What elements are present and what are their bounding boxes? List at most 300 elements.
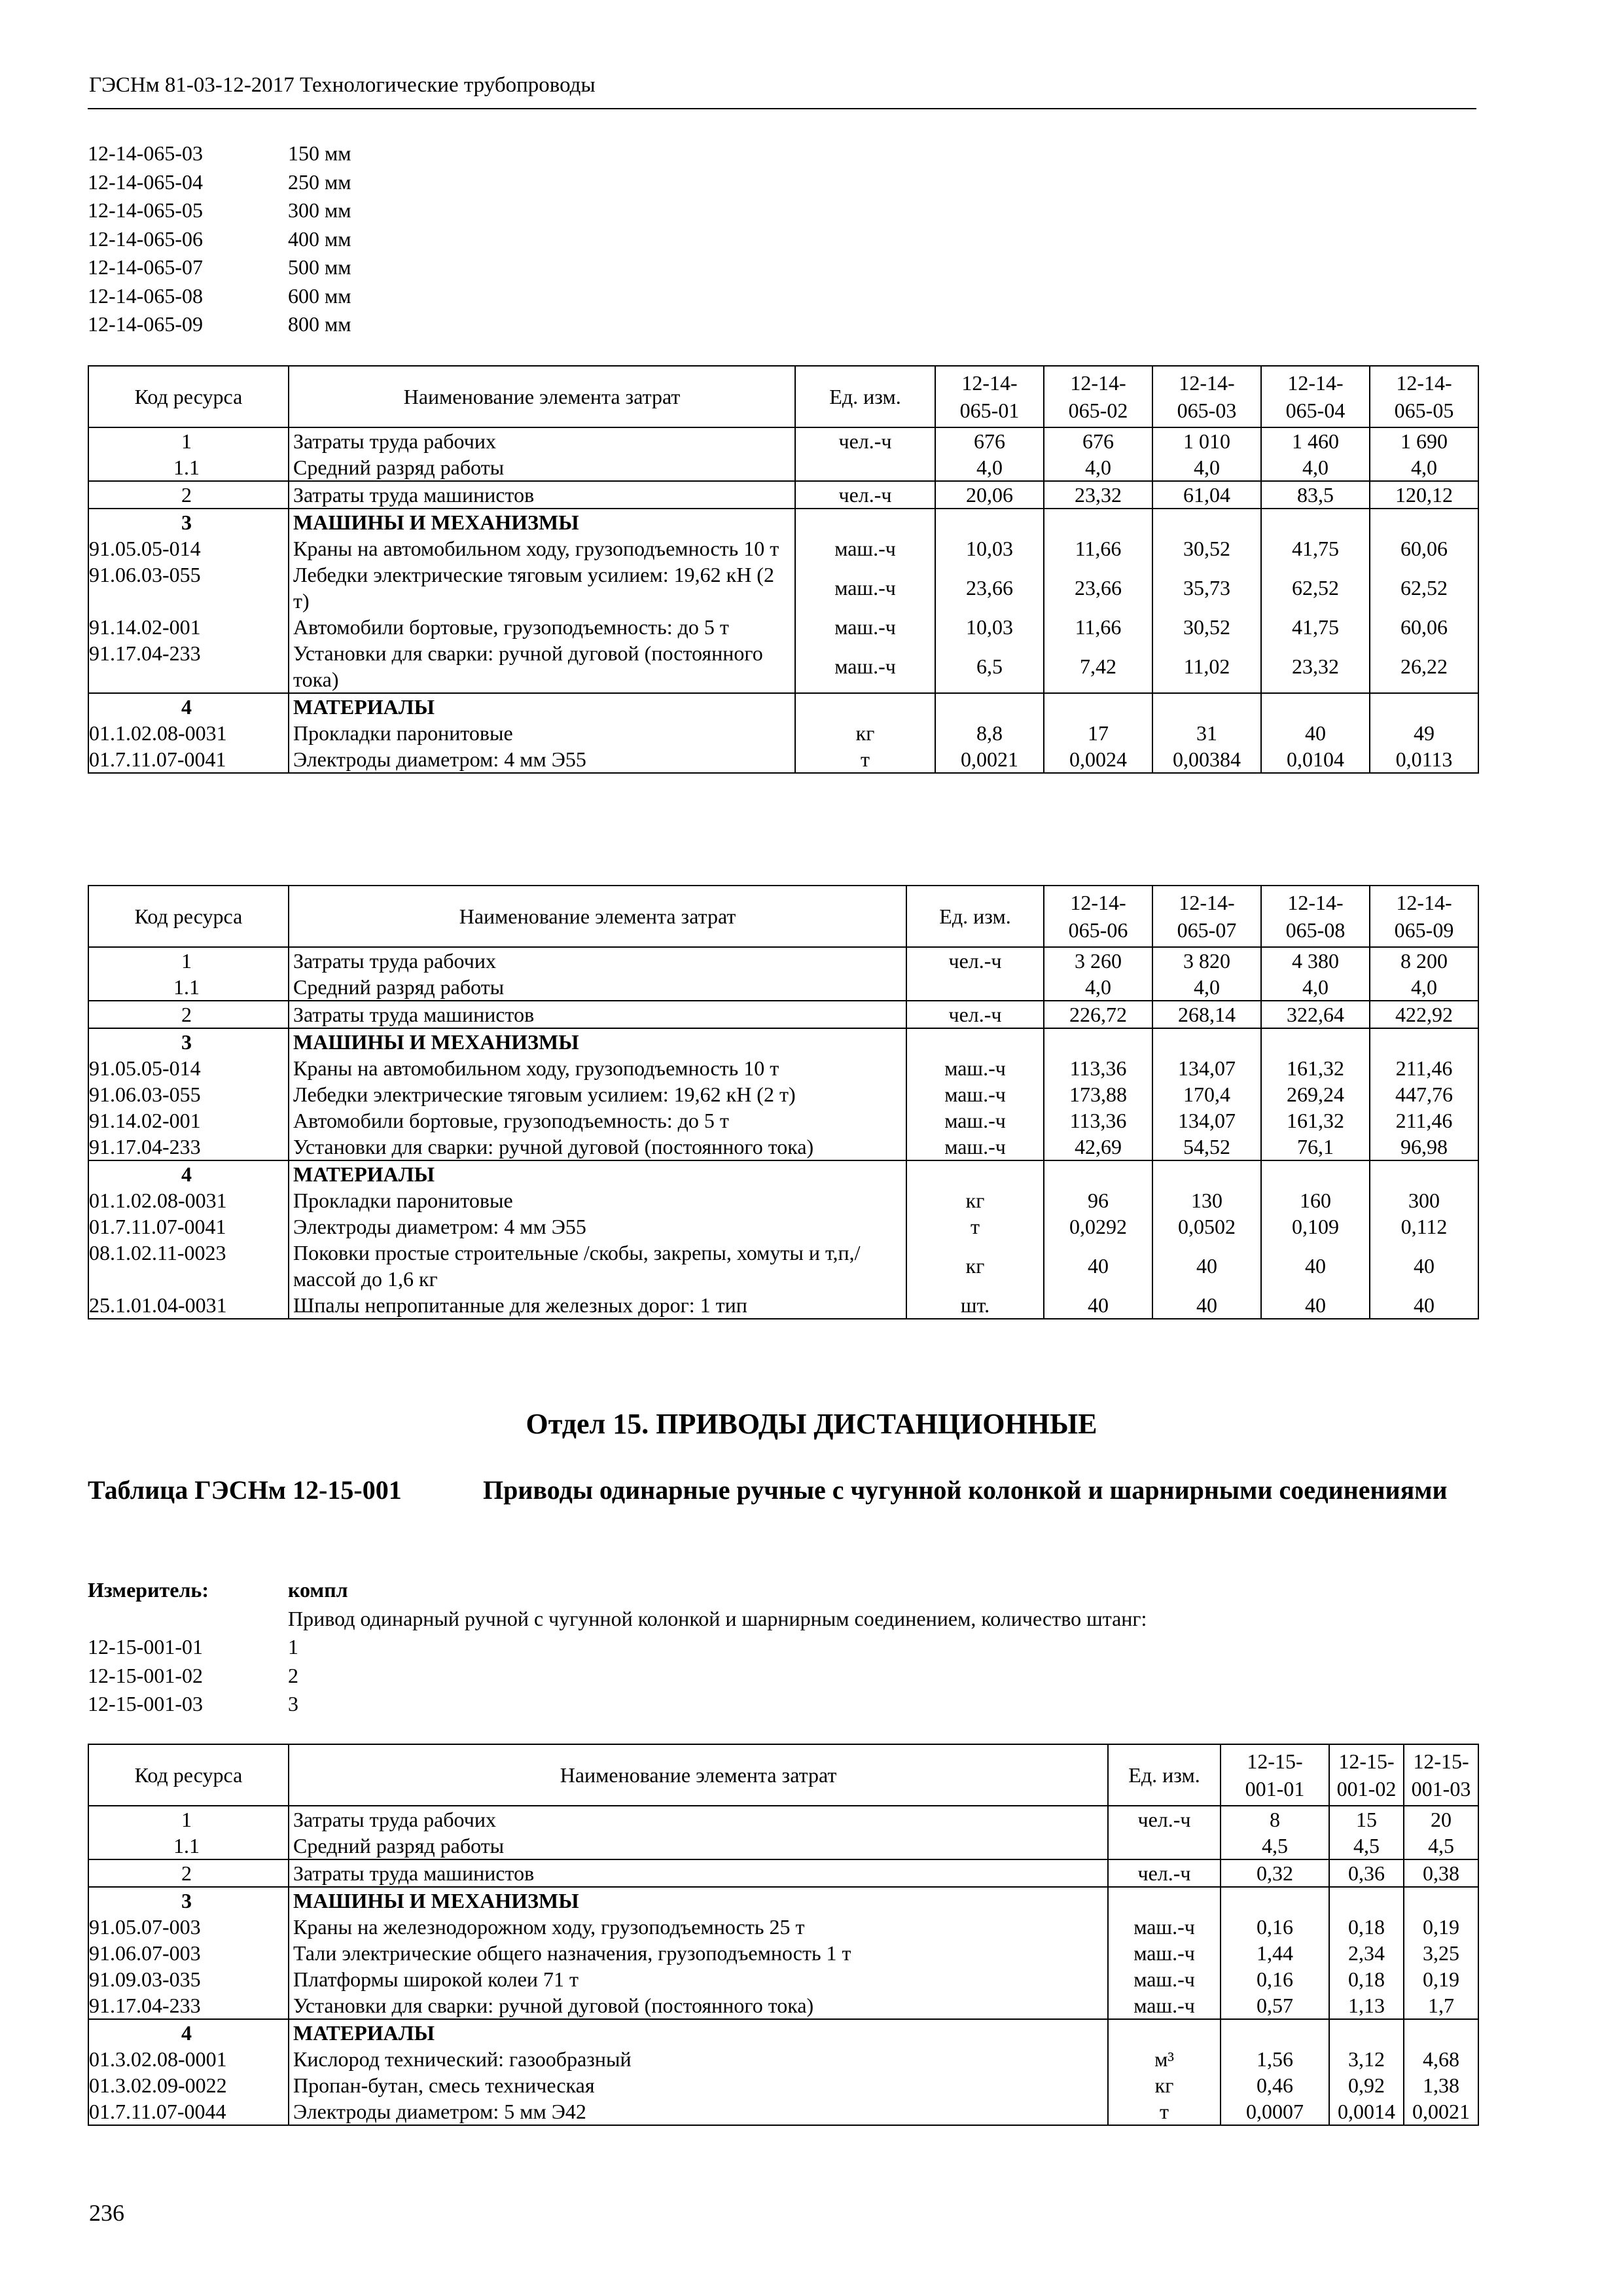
resource-code: 3: [88, 509, 289, 535]
norm-value: 17: [1044, 720, 1152, 746]
unit-of-measure: м³: [1108, 2046, 1221, 2072]
cost-element-name: Электроды диаметром: 4 мм Э55: [289, 1213, 906, 1240]
table-row: [88, 1028, 1478, 1055]
norm-value: 0,16: [1221, 1966, 1329, 1992]
table-row: [88, 427, 1478, 454]
table-row: [88, 454, 1478, 481]
table-row: [88, 1966, 1478, 1992]
resource-code: 91.09.03-035: [88, 1966, 289, 1992]
norm-value: 0,00384: [1152, 746, 1261, 773]
param-row: [88, 253, 351, 282]
norm-value: 0,32: [1221, 1859, 1329, 1887]
table-row: [88, 1160, 1478, 1187]
unit-of-measure: маш.-ч: [1108, 1966, 1221, 1992]
param-row: [88, 196, 351, 225]
norm-value: 120,12: [1370, 481, 1478, 509]
measure-item-code: 12-15-001-02: [88, 1663, 203, 1687]
cost-element-name: МАТЕРИАЛЫ: [289, 693, 795, 720]
norm-value: 40: [1370, 1292, 1478, 1319]
norm-value: 1,56: [1221, 2046, 1329, 2072]
norm-value: 49: [1370, 720, 1478, 746]
measure-description: Привод одинарный ручной с чугунной колонкой и шарнирным соединением, количество штанг:: [288, 1606, 1147, 1630]
norm-value: 96: [1044, 1187, 1152, 1213]
norm-value: 0,38: [1404, 1859, 1478, 1887]
unit-of-measure: маш.-ч: [906, 1134, 1044, 1160]
norm-value: 0,109: [1261, 1213, 1370, 1240]
norm-value: 31: [1152, 720, 1261, 746]
norm-value: 1,13: [1329, 1992, 1404, 2019]
table-row: [88, 1806, 1478, 1833]
column-header: 12-15- 001-03: [1404, 1744, 1478, 1806]
norm-value: 40: [1370, 1240, 1478, 1292]
column-header: Ед. изм.: [795, 366, 935, 427]
cost-element-name: Краны на железнодорожном ходу, грузоподъемность 25 т: [289, 1914, 1108, 1940]
cost-element-name: Поковки простые строительные /скобы, закрепы, хомуты и т,п,/ массой до 1,6 кг: [289, 1240, 906, 1292]
column-header: 12-15- 001-01: [1221, 1744, 1329, 1806]
norm-value: [1152, 1028, 1261, 1055]
resource-code: 1: [88, 1806, 289, 1833]
norm-value: 8: [1221, 1806, 1329, 1833]
norm-value: 0,0502: [1152, 1213, 1261, 1240]
norm-value: 1,7: [1404, 1992, 1478, 2019]
measure-item-value: 2: [288, 1663, 298, 1687]
measure-item-code: 12-15-001-03: [88, 1692, 203, 1715]
table-row: [88, 481, 1478, 509]
norm-value: 40: [1044, 1240, 1152, 1292]
resource-code: 4: [88, 2019, 289, 2046]
norm-value: 40: [1261, 720, 1370, 746]
norm-value: 20,06: [935, 481, 1044, 509]
cost-element-name: Электроды диаметром: 5 мм Э42: [289, 2098, 1108, 2125]
norm-value: 0,18: [1329, 1966, 1404, 1992]
unit-of-measure: [1108, 1833, 1221, 1859]
norm-value: 3,12: [1329, 2046, 1404, 2072]
unit-of-measure: маш.-ч: [1108, 1914, 1221, 1940]
norm-value: 60,06: [1370, 535, 1478, 562]
unit-of-measure: т: [906, 1213, 1044, 1240]
resource-code: 1.1: [88, 454, 289, 481]
resource-code: 91.14.02-001: [88, 614, 289, 640]
norm-value: 61,04: [1152, 481, 1261, 509]
table-row: [88, 1940, 1478, 1966]
param-row: [88, 282, 351, 311]
norm-value: 300: [1370, 1187, 1478, 1213]
unit-of-measure: маш.-ч: [795, 640, 935, 693]
norm-value: 1,44: [1221, 1940, 1329, 1966]
resource-code: 91.06.03-055: [88, 562, 289, 614]
cost-element-name: Кислород технический: газообразный: [289, 2046, 1108, 2072]
column-header: Код ресурса: [88, 366, 289, 427]
norm-value: 447,76: [1370, 1081, 1478, 1107]
unit-of-measure: маш.-ч: [795, 614, 935, 640]
norm-value: 30,52: [1152, 614, 1261, 640]
column-header: 12-14- 065-08: [1261, 886, 1370, 947]
norm-value: 10,03: [935, 535, 1044, 562]
norm-value: 60,06: [1370, 614, 1478, 640]
norm-value: 8,8: [935, 720, 1044, 746]
norm-value: 1,38: [1404, 2072, 1478, 2098]
norm-value: 134,07: [1152, 1055, 1261, 1081]
cost-element-name: Затраты труда рабочих: [289, 947, 906, 974]
norm-value: 130: [1152, 1187, 1261, 1213]
param-value: 150 мм: [288, 141, 351, 165]
norm-value: 62,52: [1261, 562, 1370, 614]
norm-value: 26,22: [1370, 640, 1478, 693]
norm-value: 4,0: [1044, 454, 1152, 481]
norm-value: [1370, 1160, 1478, 1187]
column-header: Наименование элемента затрат: [289, 886, 906, 947]
norm-value: 41,75: [1261, 535, 1370, 562]
cost-element-name: Платформы широкой колеи 71 т: [289, 1966, 1108, 1992]
norm-value: 0,0104: [1261, 746, 1370, 773]
cost-element-name: Средний разряд работы: [289, 974, 906, 1001]
norm-value: [1261, 1160, 1370, 1187]
norm-value: 40: [1261, 1292, 1370, 1319]
resource-code: 4: [88, 693, 289, 720]
cost-element-name: МАТЕРИАЛЫ: [289, 2019, 1108, 2046]
norm-value: 23,66: [1044, 562, 1152, 614]
norm-value: 211,46: [1370, 1107, 1478, 1134]
param-row: [88, 225, 351, 254]
norm-value: 211,46: [1370, 1055, 1478, 1081]
table-row: [88, 693, 1478, 720]
resource-code: 01.7.11.07-0044: [88, 2098, 289, 2125]
norm-value: 161,32: [1261, 1107, 1370, 1134]
param-code: 12-14-065-07: [88, 255, 203, 279]
param-value: 500 мм: [288, 255, 351, 279]
table-row: [88, 562, 1478, 614]
running-header: ГЭСНм 81-03-12-2017 Технологические трубопроводы: [89, 73, 596, 97]
param-row: [88, 139, 351, 168]
unit-of-measure: маш.-ч: [906, 1107, 1044, 1134]
resource-code: 91.05.07-003: [88, 1914, 289, 1940]
measure-item-value: 1: [288, 1635, 298, 1659]
norm-value: 0,0113: [1370, 746, 1478, 773]
cost-element-name: Затраты труда машинистов: [289, 1859, 1108, 1887]
param-row: [88, 310, 351, 339]
param-value: 400 мм: [288, 226, 351, 251]
norm-value: [1044, 1028, 1152, 1055]
cost-element-name: Электроды диаметром: 4 мм Э55: [289, 746, 795, 773]
unit-of-measure: чел.-ч: [795, 481, 935, 509]
unit-of-measure: [1108, 2019, 1221, 2046]
unit-of-measure: т: [1108, 2098, 1221, 2125]
norm-value: 268,14: [1152, 1001, 1261, 1028]
norm-value: 676: [1044, 427, 1152, 454]
norm-value: 35,73: [1152, 562, 1261, 614]
param-code: 12-14-065-03: [88, 141, 203, 165]
column-header: 12-14- 065-07: [1152, 886, 1261, 947]
resource-code: 25.1.01.04-0031: [88, 1292, 289, 1319]
cost-element-name: Краны на автомобильном ходу, грузоподъемность 10 т: [289, 535, 795, 562]
norm-value: 4,0: [1152, 974, 1261, 1001]
norm-value: 0,57: [1221, 1992, 1329, 2019]
norm-value: [1329, 1887, 1404, 1914]
norm-value: [1221, 1887, 1329, 1914]
norm-value: 3 260: [1044, 947, 1152, 974]
norm-value: 226,72: [1044, 1001, 1152, 1028]
resource-code: 3: [88, 1887, 289, 1914]
norm-value: [1261, 1028, 1370, 1055]
norm-value: 160: [1261, 1187, 1370, 1213]
norm-value: [1044, 1160, 1152, 1187]
resource-table-2: [88, 885, 1479, 1319]
norm-value: 54,52: [1152, 1134, 1261, 1160]
norm-value: 0,0292: [1044, 1213, 1152, 1240]
cost-element-name: Затраты труда машинистов: [289, 481, 795, 509]
table-row: [88, 746, 1478, 773]
norm-value: [1152, 1160, 1261, 1187]
resource-code: 91.06.07-003: [88, 1940, 289, 1966]
norm-value: 0,18: [1329, 1914, 1404, 1940]
cost-element-name: Краны на автомобильном ходу, грузоподъемность 10 т: [289, 1055, 906, 1081]
header-rule: [88, 108, 1476, 109]
cost-element-name: Тали электрические общего назначения, грузоподъемность 1 т: [289, 1940, 1108, 1966]
norm-value: [1261, 693, 1370, 720]
norm-value: [1221, 2019, 1329, 2046]
norm-value: 322,64: [1261, 1001, 1370, 1028]
norm-value: 4,5: [1404, 1833, 1478, 1859]
unit-of-measure: чел.-ч: [1108, 1806, 1221, 1833]
unit-of-measure: кг: [906, 1240, 1044, 1292]
cost-element-name: МАТЕРИАЛЫ: [289, 1160, 906, 1187]
param-row: [88, 168, 351, 197]
table-row: [88, 1887, 1478, 1914]
table-row: [88, 1833, 1478, 1859]
resource-code: 01.1.02.08-0031: [88, 1187, 289, 1213]
cost-element-name: Автомобили бортовые, грузоподъемность: до 5 т: [289, 614, 795, 640]
column-header: 12-14- 065-03: [1152, 366, 1261, 427]
table-row: [88, 1081, 1478, 1107]
resource-code: 91.17.04-233: [88, 1134, 289, 1160]
norm-value: 0,92: [1329, 2072, 1404, 2098]
column-header: Код ресурса: [88, 1744, 289, 1806]
norm-value: 15: [1329, 1806, 1404, 1833]
norm-value: 40: [1152, 1292, 1261, 1319]
column-header: Ед. изм.: [906, 886, 1044, 947]
cost-element-name: Лебедки электрические тяговым усилием: 19,62 кН (2 т): [289, 1081, 906, 1107]
unit-of-measure: [795, 509, 935, 535]
resource-code: 01.1.02.08-0031: [88, 720, 289, 746]
norm-value: [935, 509, 1044, 535]
norm-value: 0,0024: [1044, 746, 1152, 773]
table-row: [88, 2046, 1478, 2072]
norm-value: 2,34: [1329, 1940, 1404, 1966]
unit-of-measure: кг: [795, 720, 935, 746]
table-row: [88, 1213, 1478, 1240]
column-header: 12-14- 065-05: [1370, 366, 1478, 427]
norm-value: 0,0014: [1329, 2098, 1404, 2125]
norm-value: 113,36: [1044, 1107, 1152, 1134]
norm-value: 4 380: [1261, 947, 1370, 974]
table-row: [88, 535, 1478, 562]
table-row: [88, 1055, 1478, 1081]
table-title-text: Приводы одинарные ручные с чугунной колонкой и шарнирными соединениями: [483, 1475, 1448, 1505]
measure-label: Измеритель:: [88, 1578, 209, 1602]
cost-element-name: Затраты труда машинистов: [289, 1001, 906, 1028]
column-header: Ед. изм.: [1108, 1744, 1221, 1806]
resource-code: 91.06.03-055: [88, 1081, 289, 1107]
table-row: [88, 614, 1478, 640]
column-header: 12-14- 065-01: [935, 366, 1044, 427]
resource-code: 01.7.11.07-0041: [88, 746, 289, 773]
resource-code: 91.05.05-014: [88, 1055, 289, 1081]
norm-value: 1 690: [1370, 427, 1478, 454]
cost-element-name: Установки для сварки: ручной дуговой (постоянного тока): [289, 1134, 906, 1160]
cost-element-name: Средний разряд работы: [289, 454, 795, 481]
unit-of-measure: маш.-ч: [795, 562, 935, 614]
unit-of-measure: кг: [906, 1187, 1044, 1213]
measure-unit: компл: [288, 1578, 348, 1602]
cost-element-name: Прокладки паронитовые: [289, 720, 795, 746]
table-row: [88, 1292, 1478, 1319]
norm-value: [1044, 509, 1152, 535]
resource-table-3: [88, 1744, 1479, 2126]
norm-value: 42,69: [1044, 1134, 1152, 1160]
norm-value: 40: [1152, 1240, 1261, 1292]
norm-value: 20: [1404, 1806, 1478, 1833]
norm-value: [935, 693, 1044, 720]
norm-value: 1 010: [1152, 427, 1261, 454]
norm-value: 134,07: [1152, 1107, 1261, 1134]
unit-of-measure: маш.-ч: [906, 1055, 1044, 1081]
resource-code: 2: [88, 1001, 289, 1028]
cost-element-name: Шпалы непропитанные для железных дорог: 1 тип: [289, 1292, 906, 1319]
cost-element-name: Установки для сварки: ручной дуговой (постоянного тока): [289, 640, 795, 693]
table-title-label: Таблица ГЭСНм 12-15-001: [88, 1475, 402, 1505]
unit-of-measure: маш.-ч: [906, 1081, 1044, 1107]
cost-element-name: МАШИНЫ И МЕХАНИЗМЫ: [289, 1887, 1108, 1914]
unit-of-measure: [906, 1160, 1044, 1187]
norm-value: 0,112: [1370, 1213, 1478, 1240]
norm-value: 4,68: [1404, 2046, 1478, 2072]
param-code: 12-14-065-06: [88, 226, 203, 251]
norm-value: 7,42: [1044, 640, 1152, 693]
table-row: [88, 2072, 1478, 2098]
table-row: [88, 2098, 1478, 2125]
column-header: Наименование элемента затрат: [289, 366, 795, 427]
table-row: [88, 1187, 1478, 1213]
norm-value: [1370, 1028, 1478, 1055]
norm-value: 23,32: [1261, 640, 1370, 693]
norm-value: 41,75: [1261, 614, 1370, 640]
table-row: [88, 1992, 1478, 2019]
norm-value: 0,16: [1221, 1914, 1329, 1940]
cost-element-name: Установки для сварки: ручной дуговой (постоянного тока): [289, 1992, 1108, 2019]
norm-value: 269,24: [1261, 1081, 1370, 1107]
unit-of-measure: чел.-ч: [906, 947, 1044, 974]
norm-value: 8 200: [1370, 947, 1478, 974]
param-value: 800 мм: [288, 312, 351, 336]
norm-value: 4,0: [1370, 454, 1478, 481]
norm-value: 4,0: [1152, 454, 1261, 481]
norm-value: 40: [1044, 1292, 1152, 1319]
column-header: 12-14- 065-04: [1261, 366, 1370, 427]
norm-value: 62,52: [1370, 562, 1478, 614]
norm-value: [1152, 693, 1261, 720]
table-row: [88, 1914, 1478, 1940]
norm-value: 40: [1261, 1240, 1370, 1292]
table-row: [88, 1107, 1478, 1134]
norm-value: 0,19: [1404, 1966, 1478, 1992]
table-row: [88, 720, 1478, 746]
resource-code: 4: [88, 1160, 289, 1187]
unit-of-measure: [1108, 1887, 1221, 1914]
cost-element-name: Затраты труда рабочих: [289, 1806, 1108, 1833]
norm-value: [1404, 2019, 1478, 2046]
norm-value: 4,0: [935, 454, 1044, 481]
resource-table-1: [88, 365, 1479, 774]
norm-value: 4,5: [1329, 1833, 1404, 1859]
resource-code: 01.3.02.08-0001: [88, 2046, 289, 2072]
norm-value: 113,36: [1044, 1055, 1152, 1081]
column-header: Код ресурса: [88, 886, 289, 947]
unit-of-measure: чел.-ч: [906, 1001, 1044, 1028]
norm-value: 96,98: [1370, 1134, 1478, 1160]
norm-value: 4,5: [1221, 1833, 1329, 1859]
param-code: 12-14-065-04: [88, 170, 203, 194]
norm-value: 11,66: [1044, 614, 1152, 640]
unit-of-measure: кг: [1108, 2072, 1221, 2098]
norm-value: 3,25: [1404, 1940, 1478, 1966]
norm-value: 11,02: [1152, 640, 1261, 693]
unit-of-measure: маш.-ч: [1108, 1992, 1221, 2019]
column-header: Наименование элемента затрат: [289, 1744, 1108, 1806]
column-header: 12-15- 001-02: [1329, 1744, 1404, 1806]
resource-code: 1.1: [88, 1833, 289, 1859]
resource-code: 91.17.04-233: [88, 1992, 289, 2019]
cost-element-name: Затраты труда рабочих: [289, 427, 795, 454]
table-row: [88, 509, 1478, 535]
table-row: [88, 1001, 1478, 1028]
norm-value: 10,03: [935, 614, 1044, 640]
table-row: [88, 1134, 1478, 1160]
resource-code: 1.1: [88, 974, 289, 1001]
column-header: 12-14- 065-06: [1044, 886, 1152, 947]
cost-element-name: Пропан-бутан, смесь техническая: [289, 2072, 1108, 2098]
resource-code: 08.1.02.11-0023: [88, 1240, 289, 1292]
norm-value: 0,36: [1329, 1859, 1404, 1887]
norm-value: 0,19: [1404, 1914, 1478, 1940]
norm-value: [1370, 509, 1478, 535]
page-number: 236: [89, 2200, 124, 2226]
norm-value: 0,46: [1221, 2072, 1329, 2098]
norm-value: 4,0: [1261, 454, 1370, 481]
norm-value: 23,32: [1044, 481, 1152, 509]
table-row: [88, 1859, 1478, 1887]
norm-value: 23,66: [935, 562, 1044, 614]
column-header: 12-14- 065-09: [1370, 886, 1478, 947]
param-code: 12-14-065-09: [88, 312, 203, 336]
resource-code: 01.3.02.09-0022: [88, 2072, 289, 2098]
norm-value: 1 460: [1261, 427, 1370, 454]
param-value: 600 мм: [288, 283, 351, 308]
resource-code: 1: [88, 947, 289, 974]
param-code: 12-14-065-05: [88, 198, 203, 222]
resource-code: 2: [88, 1859, 289, 1887]
norm-value: 170,4: [1152, 1081, 1261, 1107]
resource-code: 91.05.05-014: [88, 535, 289, 562]
table-row: [88, 2019, 1478, 2046]
unit-of-measure: [906, 1028, 1044, 1055]
resource-code: 2: [88, 481, 289, 509]
cost-element-name: МАШИНЫ И МЕХАНИЗМЫ: [289, 1028, 906, 1055]
unit-of-measure: шт.: [906, 1292, 1044, 1319]
param-value: 300 мм: [288, 198, 351, 222]
param-code: 12-14-065-08: [88, 283, 203, 308]
unit-of-measure: [906, 974, 1044, 1001]
norm-value: [1404, 1887, 1478, 1914]
